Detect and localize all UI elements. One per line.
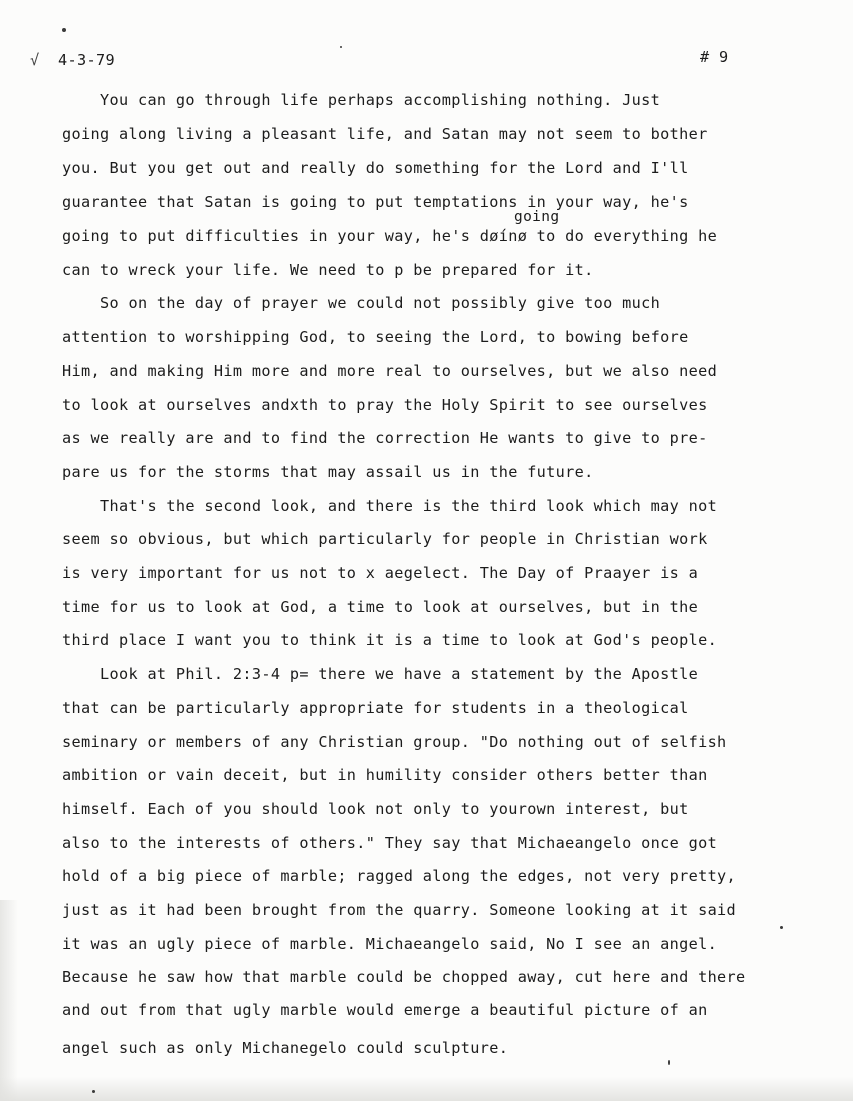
text-line: is very important for us not to x aegelect. The Day of Praayer is a xyxy=(62,564,699,582)
text-line: Because he saw how that marble could be chopped away, cut here and there xyxy=(62,968,746,986)
speck xyxy=(668,1060,670,1065)
page-number: # 9 xyxy=(700,48,729,66)
text-line: you. But you get out and really do something for the Lord and I'll xyxy=(62,159,689,177)
text-line: seminary or members of any Christian group. "Do nothing out of selfish xyxy=(62,733,727,751)
text-line: angel such as only Michanegelo could sculpture. xyxy=(62,1039,509,1057)
handwritten-insertion: going xyxy=(514,209,560,225)
text-line: just as it had been brought from the quarry. Someone looking at it said xyxy=(62,901,737,919)
text-line: seem so obvious, but which particularly for people in Christian work xyxy=(62,530,708,548)
page-date: 4-3-79 xyxy=(58,51,115,69)
text-line: That's the second look, and there is the third look which may not xyxy=(62,497,718,515)
text-line: guarantee that Satan is going to put temptations in your way, he's xyxy=(62,193,689,211)
check-mark: √ xyxy=(30,51,40,69)
text-line: You can go through life perhaps accomplishing nothing. Just xyxy=(62,91,661,109)
text-line: time for us to look at God, a time to look at ourselves, but in the xyxy=(62,598,699,616)
scan-shadow-left xyxy=(0,900,18,1101)
speck xyxy=(62,28,66,32)
text-line: and out from that ugly marble would emerge a beautiful picture of an xyxy=(62,1001,708,1019)
text-line: Him, and making Him more and more real to ourselves, but we also need xyxy=(62,362,718,380)
text-line: can to wreck your life. We need to p be prepared for it. xyxy=(62,261,594,279)
speck xyxy=(92,1090,95,1093)
text-line: also to the interests of others." They say that Michaeangelo once got xyxy=(62,834,718,852)
scan-shadow-bottom xyxy=(0,1077,853,1101)
text-line: as we really are and to find the correction He wants to give to pre- xyxy=(62,429,708,447)
text-line: third place I want you to think it is a time to look at God's people. xyxy=(62,631,718,649)
text-line: to look at ourselves andxth to pray the Holy Spirit to see ourselves xyxy=(62,396,708,414)
text-line: going to put difficulties in your way, he's døínø to do everything he xyxy=(62,227,718,245)
text-line: that can be particularly appropriate for students in a theological xyxy=(62,699,689,717)
text-line: pare us for the storms that may assail us in the future. xyxy=(62,463,594,481)
text-line: himself. Each of you should look not only to yourown interest, but xyxy=(62,800,689,818)
text-line: going along living a pleasant life, and Satan may not seem to bother xyxy=(62,125,708,143)
text-line: hold of a big piece of marble; ragged along the edges, not very pretty, xyxy=(62,867,737,885)
text-line: it was an ugly piece of marble. Michaeangelo said, No I see an angel. xyxy=(62,935,718,953)
text-line: So on the day of prayer we could not possibly give too much xyxy=(62,294,661,312)
speck xyxy=(340,46,342,48)
text-line: ambition or vain deceit, but in humility consider others better than xyxy=(62,766,708,784)
speck xyxy=(780,926,783,929)
text-line: Look at Phil. 2:3-4 p= there we have a statement by the Apostle xyxy=(62,665,699,683)
text-line: attention to worshipping God, to seeing the Lord, to bowing before xyxy=(62,328,689,346)
